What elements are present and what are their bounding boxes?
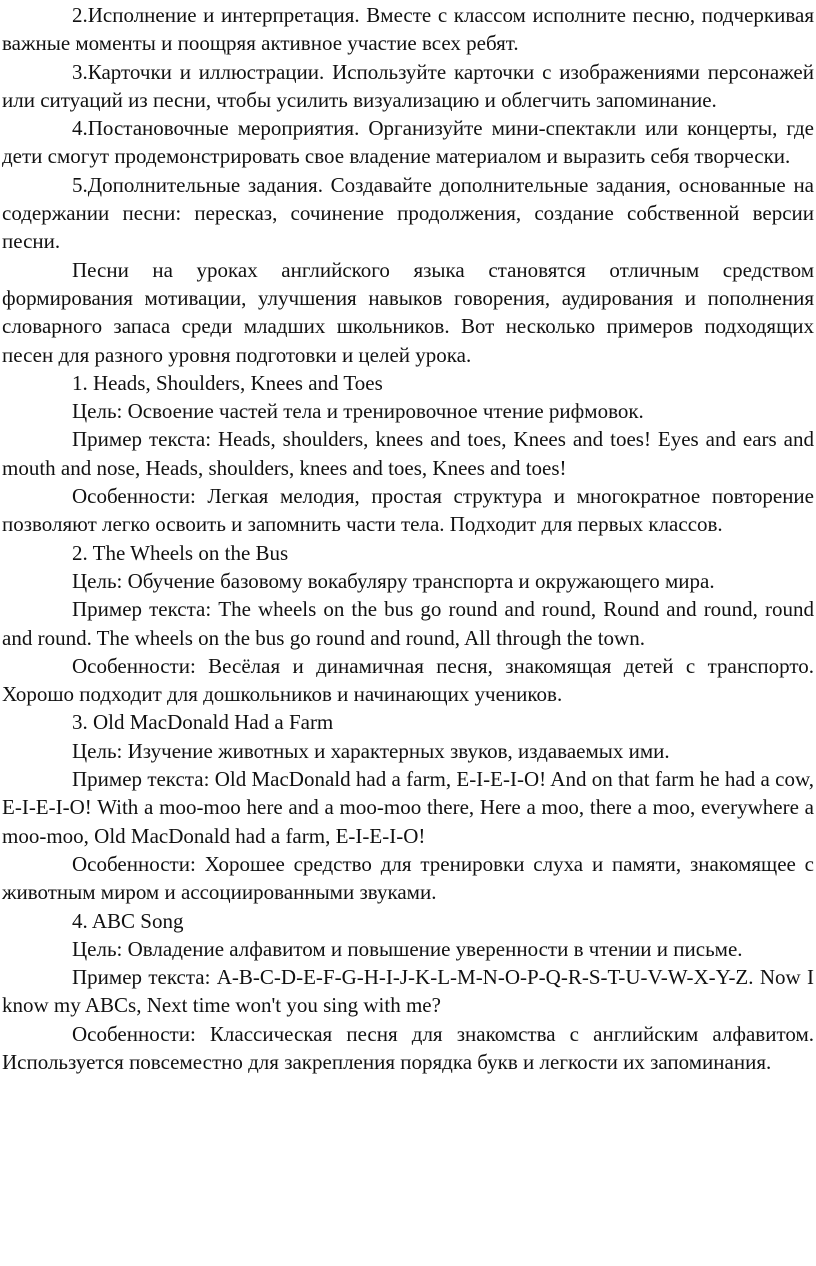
song-2-features: Особенности: Весёлая и динамичная песня, знакомящая детей с транспорто. Хорошо подходит для дошкольников и начинающих учеников. bbox=[2, 653, 814, 707]
song-heading-3: 3. Old MacDonald Had a Farm bbox=[72, 710, 334, 735]
song-4-features: Особенности: Классическая песня для знакомства с английским алфавитом. Используется повсеместно для закрепления порядка букв и легкости их запоминания. bbox=[2, 1021, 814, 1074]
song-3-features: Особенности: Хорошее средство для тренировки слуха и памяти, знакомящее с животным миром и ассоциированными звуками. bbox=[2, 851, 814, 905]
song-3-example: Пример текста: Old MacDonald had a farm, E-I-E-I-O! And on that farm he had a cow, E-I-E-I-O! With a moo-moo here and a moo-moo there, Here a moo, there a moo, everywhere a moo-moo, Old MacDonald had a farm, E-I-E-I-O! bbox=[2, 767, 814, 848]
song-4-goal: Цель: Овладение алфавитом и повышение уверенности в чтении и письме. bbox=[72, 936, 743, 961]
song-2-goal: Цель: Обучение базовому вокабуляру транспорта и окружающего мира. bbox=[72, 568, 715, 593]
paragraph-staging: 4.Постановочные мероприятия. Организуйте мини-спектакли или концерты, где дети смогут продемонстрировать свое владение материалом и выразить себя творчески. bbox=[2, 116, 814, 169]
paragraph-extra-tasks: 5.Дополнительные задания. Создавайте дополнительные задания, основанные на содержании песни: пересказ, сочинение продолжения, создание собственной версии песни. bbox=[2, 172, 814, 254]
song-heading-2: 2. The Wheels on the Bus bbox=[72, 540, 289, 565]
song-1-features: Особенности: Легкая мелодия, простая структура и многократное повторение позволяют легко освоить и запомнить части тела. Подходит для первых классов. bbox=[2, 484, 814, 537]
song-3-goal: Цель: Изучение животных и характерных звуков, издаваемых ими. bbox=[72, 738, 670, 763]
song-1-goal: Цель: Освоение частей тела и тренировочное чтение рифмовок. bbox=[72, 399, 644, 424]
song-heading-1: 1. Heads, Shoulders, Knees and Toes bbox=[72, 370, 383, 395]
paragraph-cards: 3.Карточки и иллюстрации. Используйте карточки с изображениями персонажей или ситуаций из песни, чтобы усилить визуализацию и облегчить запоминание. bbox=[2, 59, 814, 112]
paragraph-performance: 2.Исполнение и интерпретация. Вместе с классом исполните песню, подчеркивая важные моменты и поощряя активное участие всех ребят. bbox=[2, 3, 814, 56]
song-1-example: Пример текста: Heads, shoulders, knees and toes, Knees and toes! Eyes and ears and mouth and nose, Heads, shoulders, knees and toes, Knees and toes! bbox=[2, 427, 814, 480]
song-heading-4: 4. ABC Song bbox=[72, 908, 184, 933]
paragraph-intro-songs: Песни на уроках английского языка становятся отличным средством формирования мотивации, улучшения навыков говорения, аудирования и пополнения словарного запаса среди младших школьников. Вот несколько примеров подходящих песен для разного уровня подготовки и целей урока. bbox=[2, 257, 814, 367]
song-2-example: Пример текста: The wheels on the bus go round and round, Round and round, round and round. The wheels on the bus go round and round, All through the town. bbox=[2, 597, 814, 650]
song-4-example: Пример текста: A-B-C-D-E-F-G-H-I-J-K-L-M-N-O-P-Q-R-S-T-U-V-W-X-Y-Z. Now I know my ABCs, Next time won't you sing with me? bbox=[2, 965, 814, 1018]
